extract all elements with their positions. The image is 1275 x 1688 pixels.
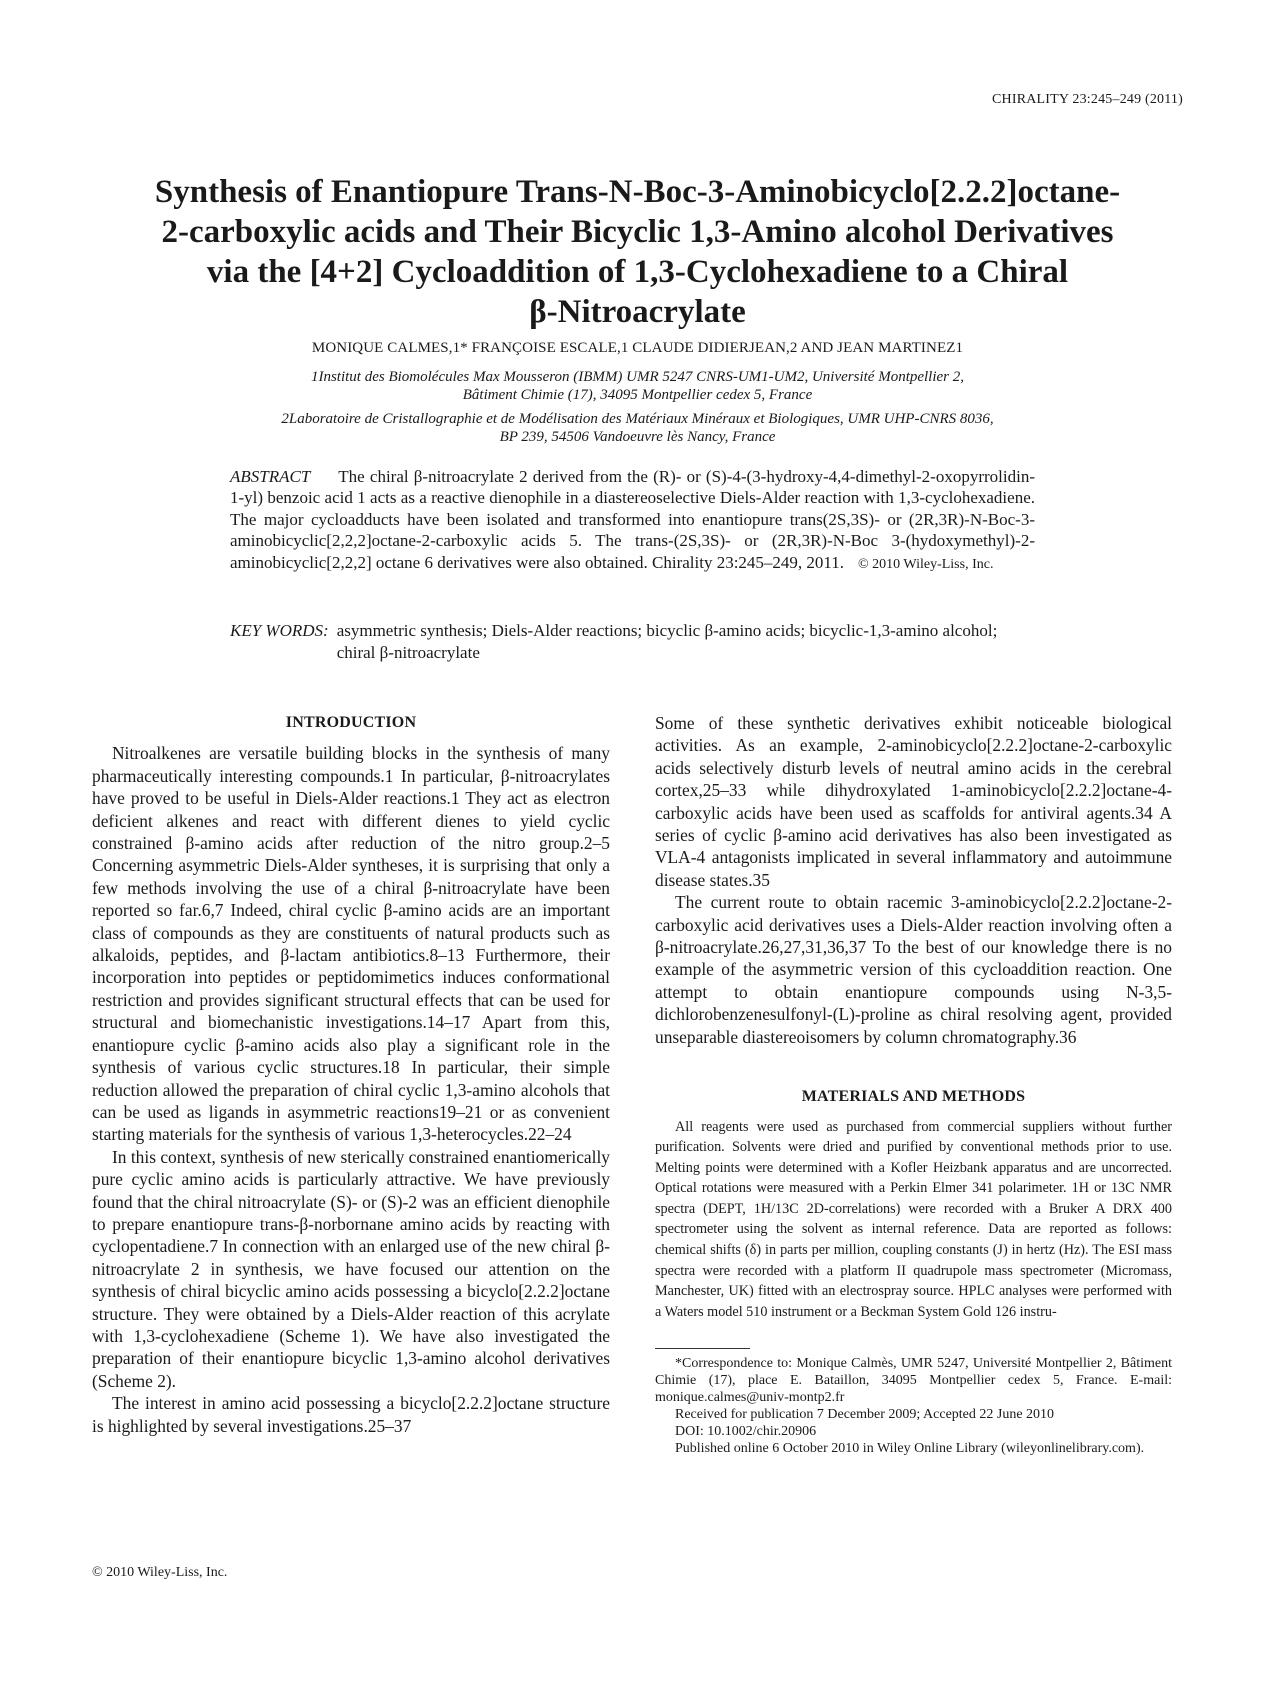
abstract-label: ABSTRACT: [230, 467, 311, 486]
right-column: [655, 712, 1172, 1457]
methods-paragraph-1: All reagents were used as purchased from commercial suppliers without further purification. Solvents were dried and purified by conventional methods prior to use. Melting points were determined with a Kofler Heizbank apparatus and are uncorrected. Optical rotations were measured with a Perkin Elmer 341 polarimeter. 1H or 13C NMR spectra (DEPT, 1H/13C 2D-correlations) were recorded with a Bruker A DRX 400 spectrometer using the solvent as internal reference. Data are reported as follows: chemical shifts (δ) in parts per million, coupling constants (J) in hertz (Hz). The ESI mass spectra were recorded with a platform II quadrupole mass spectrometer (Micromass, Manchester, UK) fitted with an electrospray source. HPLC analyses were performed with a Waters model 510 instrument or a Beckman System Gold 126 instru-: [655, 1118, 1172, 1320]
affiliation-1-line-1: 1Institut des Biomolécules Max Mousseron (IBMM) UMR 5247 CNRS-UM1-UM2, Université Montpellier 2,: [310, 369, 965, 385]
intro-paragraph-3: The interest in amino acid possessing a bicyclo[2.2.2]octane structure is highlighted by several investigations.25–37: [92, 1393, 610, 1436]
keywords-text: asymmetric synthesis; Diels-Alder reactions; bicyclic β-amino acids; bicyclic-1,3-amino alcohol; chiral β-nitroacrylate: [336, 621, 998, 662]
keywords: [230, 620, 1035, 664]
affiliation-2-line-2: BP 239, 54506 Vandoeuvre lès Nancy, France: [499, 429, 776, 445]
abstract: [230, 466, 1035, 575]
keywords-label: KEY WORDS:: [230, 621, 329, 640]
title-line-3: via the [4+2] Cycloaddition of 1,3-Cyclohexadiene to a Chiral: [206, 254, 1069, 290]
affiliation-2: [95, 410, 1180, 446]
left-column: [92, 712, 610, 1437]
running-head: CHIRALITY 23:245–249 (2011): [991, 92, 1183, 107]
author-list: MONIQUE CALMES,1* FRANÇOISE ESCALE,1 CLAUDE DIDIERJEAN,2 AND JEAN MARTINEZ1: [311, 340, 964, 356]
footnote-doi: DOI: 10.1002/chir.20906: [675, 1424, 817, 1440]
affiliation-1-line-2: Bâtiment Chimie (17), 34095 Montpellier cedex 5, France: [462, 387, 813, 403]
introduction-heading: INTRODUCTION: [285, 714, 417, 731]
intro-paragraph-2: In this context, synthesis of new sterically constrained enantiomerically pure cyclic amino acids is particularly attractive. We have previously found that the chiral nitroacrylate (S)- or (S)-2 was an efficient dienophile to prepare enantiopure trans-β-norbornane amino acids by reacting with cyclopentadiene.7 In connection with an enlarged use of the new chiral β-nitroacrylate 2 in synthesis, we have focused our attention on the synthesis of chiral bicyclic amino acids possessing a bicyclo[2.2.2]octane structure. They were obtained by a Diels-Alder reaction of this acrylate with 1,3-cyclohexadiene (Scheme 1). We have also investigated the preparation of their enantiopure bicyclic 1,3-amino alcohol derivatives (Scheme 2).: [92, 1146, 610, 1391]
abstract-copyright: © 2010 Wiley-Liss, Inc.: [858, 556, 994, 572]
footnote-correspondence: *Correspondence to: Monique Calmès, UMR 5247, Université Montpellier 2, Bâtiment Chimie (17), place E. Bataillon, 34095 Montpellier cedex 5, France. E-mail: monique.calmes@univ-montp2.fr: [655, 1356, 1172, 1406]
affiliation-1: [95, 368, 1180, 404]
section-gap: [655, 1048, 1172, 1086]
abstract-text: The chiral β-nitroacrylate 2 derived from the (R)- or (S)-4-(3-hydroxy-4,4-dimethyl-2-oxopyrrolidin-1-yl) benzoic acid 1 acts as a reactive dienophile in a diastereoselective Diels-Alder reaction with 1,3-cyclohexadiene. The major cycloadducts have been isolated and transformed into enantiopure trans(2S,3S)- or (2R,3R)-N-Boc-3-aminobicyclic[2,2,2]octane-2-carboxylic acids 5. The trans-(2S,3S)- or (2R,3R)-N-Boc 3-(hydoxymethyl)-2-aminobicyclic[2,2,2] octane 6 derivatives were also obtained. Chirality 23:245–249, 2011.: [230, 467, 1035, 572]
page-copyright: © 2010 Wiley-Liss, Inc.: [92, 1565, 228, 1580]
footnote-published: Published online 6 October 2010 in Wiley Online Library (wileyonlinelibrary.com).: [675, 1441, 1145, 1457]
footnote-rule: [655, 1348, 750, 1349]
title-line-1: Synthesis of Enantiopure Trans-N-Boc-3-Aminobicyclo[2.2.2]octane-: [154, 174, 1121, 210]
title-line-2: 2-carboxylic acids and Their Bicyclic 1,3-Amino alcohol Derivatives: [161, 214, 1114, 250]
intro-paragraph-4: Some of these synthetic derivatives exhibit noticeable biological activities. As an example, 2-aminobicyclo[2.2.2]octane-2-carboxylic acids selectively disturb levels of neutral amino acids in the cerebral cortex,25–33 while dihydroxylated 1-aminobicyclo[2.2.2]octane-4-carboxylic acids have been used as scaffolds for antiviral agents.34 A series of cyclic β-amino acid derivatives has also been investigated as VLA-4 antagonists implicated in several inflammatory and autoimmune disease states.35: [655, 713, 1172, 890]
methods-heading: MATERIALS AND METHODS: [801, 1088, 1026, 1106]
article-title: [95, 172, 1180, 332]
title-line-4: β-Nitroacrylate: [529, 294, 746, 330]
affiliation-2-line-1: 2Laboratoire de Cristallographie et de Modélisation des Matériaux Minéraux et Biologiques, UMR UHP-CNRS 8036,: [281, 411, 994, 427]
intro-paragraph-1: Nitroalkenes are versatile building blocks in the synthesis of many pharmaceutically interesting compounds.1 In particular, β-nitroacrylates have proved to be useful in Diels-Alder reactions.1 They act as electron deficient alkenes and react with different dienes to yield cyclic constrained β-amino acids after reduction of the nitro group.2–5 Concerning asymmetric Diels-Alder syntheses, it is surprising that only a few methods involving the use of a chiral β-nitroacrylate have been reported so far.6,7 Indeed, chiral cyclic β-amino acids are an important class of compounds as they are constituents of natural products such as alkaloids, peptides, and β-lactam antibiotics.8–13 Furthermore, their incorporation into peptides or peptidomimetics induces conformational restriction and provides significant structural effects that can be used for structural and biomechanistic investigations.14–17 Apart from this, enantiopure cyclic β-amino acids also play a significant role in the synthesis of various cyclic structures.18 In particular, their simple reduction allowed the preparation of chiral cyclic 1,3-amino alcohols that can be used as ligands in asymmetric reactions19–21 or as convenient starting materials for the synthesis of various 1,3-heterocycles.22–24: [92, 743, 610, 1145]
intro-paragraph-5: The current route to obtain racemic 3-aminobicyclo[2.2.2]octane-2-carboxylic acid derivatives uses a Diels-Alder reaction involving often a β-nitroacrylate.26,27,31,36,37 To the best of our knowledge there is no example of the asymmetric version of this cycloaddition reaction. One attempt to obtain enantiopure compounds using N-3,5-dichlorobenzenesulfonyl-(L)-proline as chiral resolving agent, provided unseparable diastereoisomers by column chromatography.36: [655, 892, 1172, 1047]
footnote-received: Received for publication 7 December 2009; Accepted 22 June 2010: [675, 1407, 1055, 1423]
